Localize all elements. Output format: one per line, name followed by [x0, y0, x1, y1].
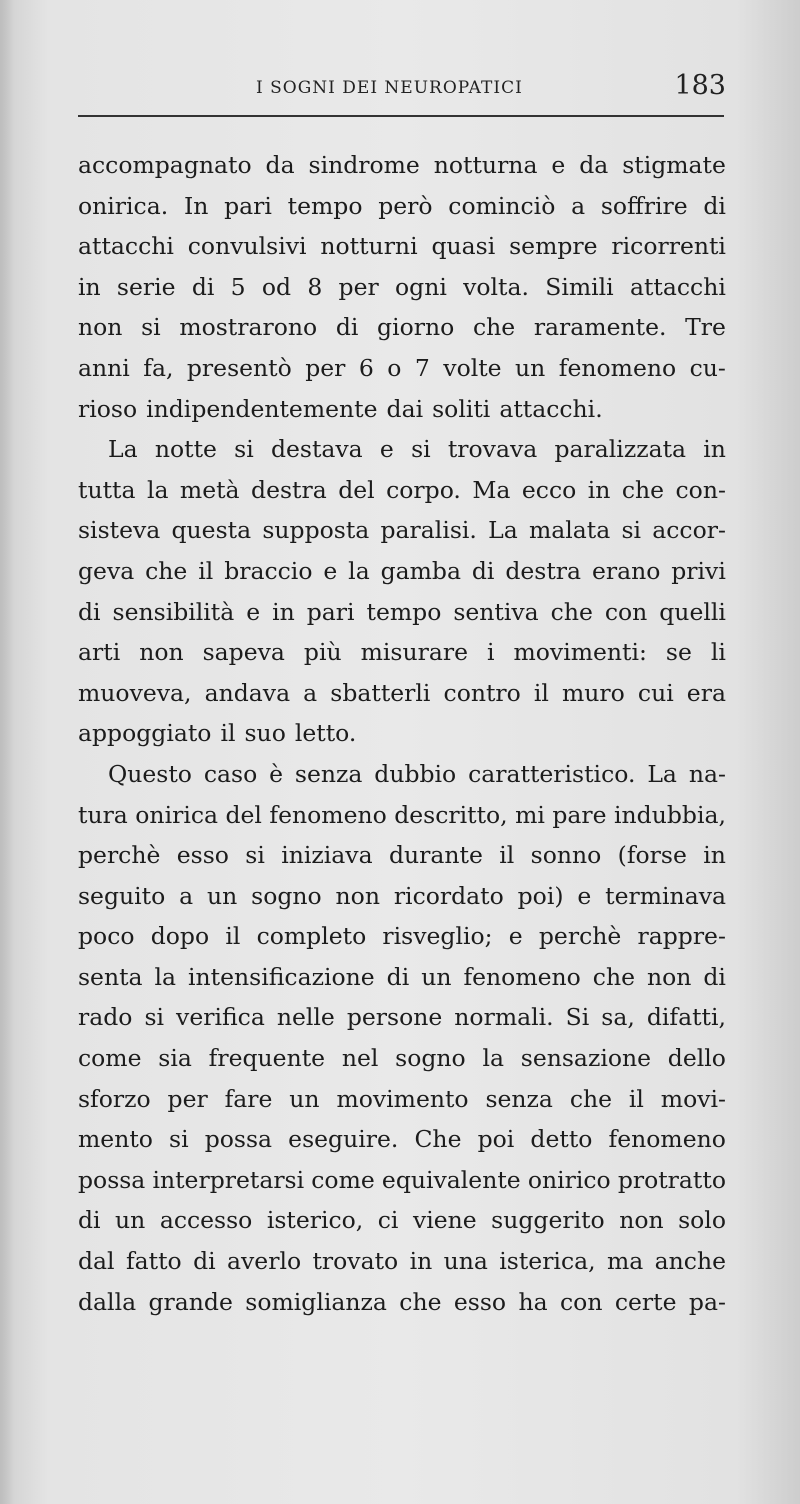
text-line — [78, 713, 726, 754]
word: un — [115, 1206, 146, 1235]
word: descritto, — [394, 800, 508, 829]
word: un — [289, 1084, 320, 1113]
word: persone — [346, 1003, 443, 1032]
word: soliti — [432, 394, 491, 423]
word: possa — [204, 1125, 273, 1154]
word: e — [551, 151, 566, 179]
text-line — [78, 754, 726, 795]
word: erano — [591, 556, 661, 585]
word: sentiva — [453, 597, 539, 626]
word: come — [311, 1165, 375, 1194]
word: non — [619, 1206, 664, 1235]
word: poi — [477, 1125, 515, 1154]
word: quelli — [659, 597, 726, 626]
word: di — [703, 962, 726, 991]
page-gutter-shadow — [0, 0, 14, 1504]
word: i — [486, 638, 495, 667]
word: destava — [270, 435, 363, 464]
word: andava — [204, 678, 291, 707]
word: muoveva, — [78, 678, 192, 707]
word: in — [78, 272, 101, 301]
word: attacchi. — [499, 394, 603, 423]
text-line — [78, 1038, 726, 1079]
word: in — [409, 1247, 433, 1276]
word: attacchi — [629, 272, 726, 301]
word: accesso — [159, 1206, 253, 1235]
word: sensazione — [520, 1044, 652, 1073]
word: si — [141, 313, 161, 342]
word: equivalente — [381, 1165, 521, 1194]
word: cominciò — [448, 191, 556, 220]
word: sogno — [251, 881, 322, 910]
word: di — [193, 1247, 216, 1276]
word: certe — [614, 1287, 677, 1316]
word: fenomeno — [558, 353, 677, 382]
word: dal — [78, 1247, 115, 1276]
word: serie — [116, 272, 176, 301]
word: soffrire — [600, 191, 688, 220]
word: a — [571, 191, 586, 220]
word: il — [533, 678, 549, 707]
word: sforzo — [78, 1084, 151, 1113]
word: che — [592, 962, 635, 991]
word: metà — [179, 475, 240, 504]
word: iniziava — [281, 841, 373, 870]
word: trovava — [447, 435, 538, 464]
word: volte — [443, 353, 502, 382]
word: 5 — [230, 272, 246, 301]
word: con- — [675, 475, 726, 504]
word: sensibilità — [112, 597, 235, 626]
word: e — [323, 556, 338, 585]
text-line — [78, 957, 726, 998]
word: 8 — [307, 272, 323, 301]
word: notturna — [433, 151, 538, 179]
word: però — [378, 191, 433, 220]
word: isterica, — [499, 1247, 596, 1276]
text-line — [78, 389, 726, 430]
word: indipendentemente — [146, 394, 378, 423]
word: con — [560, 1287, 603, 1316]
word: questa — [171, 516, 252, 545]
word: anni — [78, 353, 130, 382]
word: difatti, — [646, 1003, 726, 1032]
word: stigmate — [622, 151, 726, 179]
word: seguito — [78, 881, 166, 910]
word: sonno — [530, 841, 602, 870]
word: anche — [654, 1247, 726, 1276]
word: braccio — [224, 556, 313, 585]
word: contro — [443, 678, 521, 707]
word: non — [78, 313, 123, 342]
word: ogni — [395, 272, 447, 301]
word: con — [604, 597, 648, 626]
word: supposta — [262, 516, 370, 545]
word: tura — [78, 800, 128, 829]
word: non — [646, 962, 692, 991]
word: in — [703, 435, 726, 464]
text-line — [78, 592, 726, 633]
word: movimenti: — [513, 638, 647, 667]
word: ricordato — [393, 881, 504, 910]
word: di — [703, 191, 726, 220]
word: sbatterli — [330, 678, 431, 707]
word: che — [550, 597, 593, 626]
word: completo — [256, 922, 367, 951]
word: rappre- — [637, 922, 726, 951]
word: il — [225, 922, 241, 951]
word: e — [508, 922, 523, 951]
text-line — [78, 429, 726, 470]
word: movi- — [660, 1084, 726, 1113]
word: di — [335, 313, 359, 342]
word: più — [303, 638, 342, 667]
word: tutta — [78, 475, 136, 504]
text-line — [78, 1160, 726, 1201]
word: quasi — [431, 232, 496, 261]
text-line — [78, 876, 726, 917]
word: non — [335, 881, 380, 910]
word: fenomeno — [269, 800, 387, 829]
word: attacchi — [78, 232, 174, 261]
word: senza — [294, 759, 363, 788]
word: che — [399, 1287, 442, 1316]
word: la — [154, 962, 177, 991]
word: gamba — [380, 556, 461, 585]
word: ricorrenti — [611, 232, 726, 261]
word: senta — [78, 962, 143, 991]
page-number: 183 — [674, 70, 726, 101]
word: volta. — [463, 272, 529, 301]
word: arti — [78, 638, 121, 667]
word: dubbio — [374, 759, 457, 788]
word: movimento — [336, 1084, 469, 1113]
word: e — [577, 881, 592, 910]
word: esso — [176, 841, 229, 870]
word: sisteva — [78, 516, 161, 545]
word: di — [78, 597, 101, 626]
word: dai — [386, 394, 424, 423]
word: come — [78, 1044, 142, 1073]
word: giorno — [377, 313, 455, 342]
word: notte — [154, 435, 217, 464]
word: nelle — [276, 1003, 335, 1032]
word: raramente. — [533, 313, 667, 342]
word: Ma — [472, 475, 511, 504]
word: dopo — [150, 922, 210, 951]
word: onirico — [527, 1165, 611, 1194]
word: corpo. — [386, 475, 461, 504]
word: dalla — [78, 1287, 137, 1316]
word: terminava — [605, 881, 726, 910]
word: 6 — [358, 353, 374, 382]
word: poi) — [517, 881, 564, 910]
word: na- — [688, 759, 726, 788]
word: frequente — [208, 1044, 326, 1073]
word: mento — [78, 1125, 153, 1154]
word: malata — [528, 516, 611, 545]
word: risveglio; — [382, 922, 493, 951]
word: li — [710, 638, 726, 667]
word: la — [482, 1044, 504, 1073]
word: od — [261, 272, 292, 301]
word: Questo — [108, 759, 192, 788]
word: cui — [637, 678, 674, 707]
word: normali. — [454, 1003, 554, 1032]
word: somiglianza — [245, 1287, 387, 1316]
word: sogno — [395, 1044, 466, 1073]
word: da — [265, 151, 295, 179]
word: di — [78, 1206, 101, 1235]
body-text — [78, 145, 726, 1322]
word: che — [472, 313, 516, 342]
running-head — [78, 64, 726, 108]
word: destra — [505, 556, 582, 585]
word: La — [108, 435, 138, 464]
word: a — [303, 678, 318, 707]
word: muro — [562, 678, 625, 707]
word: che — [621, 475, 665, 504]
word: notturni — [320, 232, 418, 261]
word: che — [145, 556, 188, 585]
word: o — [387, 353, 402, 382]
text-line — [78, 997, 726, 1038]
word: pare — [552, 800, 607, 829]
word: rioso — [78, 394, 138, 423]
text-line — [78, 835, 726, 876]
word: caratteristico. — [468, 759, 636, 788]
word: onirica — [135, 800, 219, 829]
word: pari — [306, 597, 355, 626]
word: sindrome — [308, 151, 420, 179]
word: fa, — [143, 353, 174, 382]
word: senza — [485, 1084, 553, 1113]
word: sa, — [601, 1003, 635, 1032]
word: presentò — [186, 353, 292, 382]
word: una — [443, 1247, 488, 1276]
text-line — [78, 307, 726, 348]
text-line — [78, 1119, 726, 1160]
word: caso — [203, 759, 258, 788]
word: paralisi. — [380, 516, 477, 545]
word: protratto — [617, 1165, 726, 1194]
word: in — [272, 597, 295, 626]
word: durante — [388, 841, 483, 870]
word: 7 — [414, 353, 430, 382]
word: onirica. — [78, 191, 169, 220]
text-line — [78, 348, 726, 389]
word: isterico, — [266, 1206, 364, 1235]
word: misurare — [360, 638, 468, 667]
word: era — [686, 678, 726, 707]
text-line — [78, 267, 726, 308]
word: è — [269, 759, 284, 788]
word: In — [183, 191, 209, 220]
word: suo — [244, 719, 286, 748]
word: Si — [565, 1003, 590, 1032]
word: tempo — [366, 597, 442, 626]
word: mostrarono — [179, 313, 318, 342]
word: interpretarsi — [152, 1165, 305, 1194]
word: solo — [678, 1206, 726, 1235]
running-title: I SOGNI DEI NEUROPATICI — [256, 78, 523, 98]
word: se — [665, 638, 692, 667]
word: trovato — [312, 1247, 399, 1276]
word: La — [488, 516, 518, 545]
text-line — [78, 510, 726, 551]
word: intensificazione — [188, 962, 375, 991]
word: si — [411, 435, 431, 464]
word: destra — [251, 475, 327, 504]
text-line — [78, 226, 726, 267]
word: Tre — [685, 313, 726, 342]
text-line — [78, 1282, 726, 1323]
word: privi — [671, 556, 726, 585]
word: del — [225, 800, 262, 829]
word: di — [386, 962, 410, 991]
word: di — [471, 556, 495, 585]
word: si — [144, 1003, 165, 1032]
word: di — [191, 272, 215, 301]
word: da — [579, 151, 609, 179]
text-line — [78, 1200, 726, 1241]
word: e — [379, 435, 394, 464]
word: La — [647, 759, 677, 788]
word: (forse — [617, 841, 687, 870]
word: viene — [412, 1206, 477, 1235]
word: letto. — [294, 719, 357, 748]
text-line — [78, 551, 726, 592]
word: il — [220, 719, 236, 748]
word: rado — [78, 1003, 133, 1032]
word: mi — [515, 800, 545, 829]
word: fenomeno — [608, 1125, 726, 1154]
word: in — [703, 841, 726, 870]
text-line — [78, 916, 726, 957]
word: fatto — [125, 1247, 182, 1276]
word: per — [167, 1084, 208, 1113]
word: grande — [148, 1287, 233, 1316]
word: si — [169, 1125, 189, 1154]
word: a — [179, 881, 194, 910]
word: in — [587, 475, 611, 504]
word: indubbia, — [614, 800, 726, 829]
word: cu- — [689, 353, 726, 382]
word: un — [515, 353, 546, 382]
word: ha — [518, 1287, 548, 1316]
word: suggerito — [491, 1206, 605, 1235]
word: poco — [78, 922, 135, 951]
word: detto — [530, 1125, 593, 1154]
word: e — [246, 597, 261, 626]
word: per — [338, 272, 379, 301]
word: sempre — [509, 232, 598, 261]
word: fare — [224, 1084, 273, 1113]
word: la — [348, 556, 370, 585]
word: che — [569, 1084, 613, 1113]
word: ci — [377, 1206, 399, 1235]
word: geva — [78, 556, 135, 585]
word: possa — [78, 1165, 146, 1194]
word: un — [421, 962, 452, 991]
word: si — [234, 435, 254, 464]
word: accompagnato — [78, 151, 252, 179]
header-rule — [78, 115, 724, 117]
text-line — [78, 186, 726, 227]
word: fenomeno — [463, 962, 581, 991]
word: paralizzata — [554, 435, 687, 464]
text-line — [78, 145, 726, 186]
word: ma — [606, 1247, 644, 1276]
word: appoggiato — [78, 719, 212, 748]
text-line — [78, 673, 726, 714]
word: verifica — [176, 1003, 265, 1032]
word: non — [139, 638, 184, 667]
word: accor- — [652, 516, 726, 545]
word: si — [245, 841, 265, 870]
word: dello — [667, 1044, 726, 1073]
word: il — [628, 1084, 644, 1113]
word: pari — [224, 191, 272, 220]
word: ecco — [521, 475, 577, 504]
word: tempo — [287, 191, 363, 220]
word: averlo — [227, 1247, 302, 1276]
text-line — [78, 632, 726, 673]
word: perchè — [538, 922, 622, 951]
word: il — [198, 556, 214, 585]
word: sia — [158, 1044, 192, 1073]
word: si — [621, 516, 642, 545]
word: per — [305, 353, 346, 382]
word: perchè — [78, 841, 161, 870]
word: pa- — [688, 1287, 726, 1316]
text-line — [78, 795, 726, 836]
word: la — [146, 475, 169, 504]
word: convulsivi — [187, 232, 307, 261]
word: nel — [341, 1044, 379, 1073]
text-line — [78, 1079, 726, 1120]
word: sapeva — [202, 638, 285, 667]
word: un — [207, 881, 238, 910]
word: Simili — [545, 272, 614, 301]
text-line — [78, 1241, 726, 1282]
text-line — [78, 470, 726, 511]
word: Che — [414, 1125, 462, 1154]
word: del — [338, 475, 375, 504]
word: il — [499, 841, 515, 870]
word: eseguire. — [288, 1125, 399, 1154]
word: esso — [453, 1287, 507, 1316]
